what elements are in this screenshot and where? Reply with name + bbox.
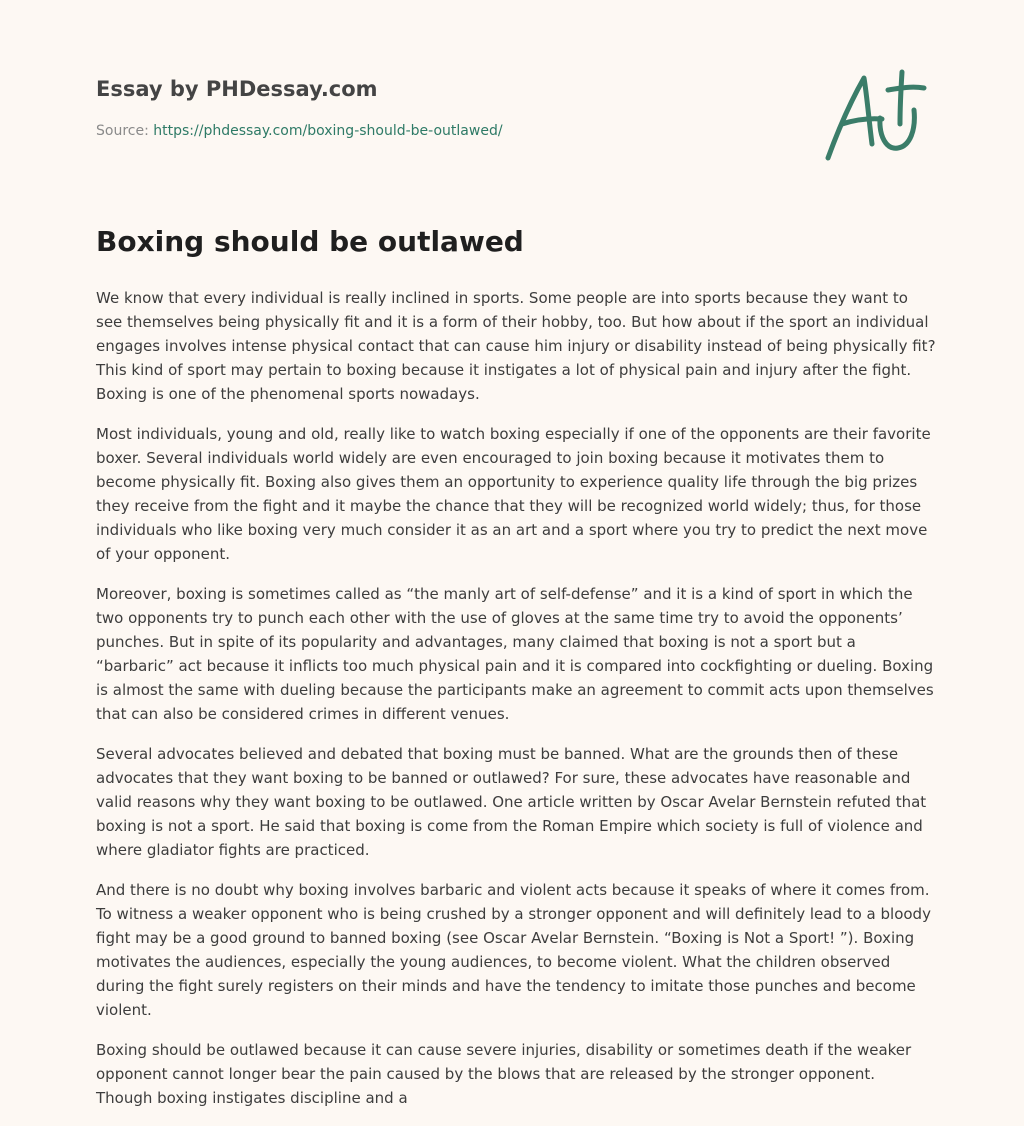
source-link[interactable]: https://phdessay.com/boxing-should-be-outlawed/ (153, 123, 503, 139)
essay-paragraph: Moreover, boxing is sometimes called as “the manly art of self-defense” and it is a kind of sport in which the two opponents try to punch each other with the use of gloves at the same time try to avoid the opponents’ punches. But in spite of its popularity and advantages, many claimed that boxing is not a sport but a “barbaric” act because it inflicts too much physical pain and it is compared into cockfighting or dueling. Boxing is almost the same with dueling because the participants make an agreement to commit acts upon themselves that can also be considered crimes in different venues. (96, 585, 934, 723)
essay-title: Boxing should be outlawed (96, 225, 524, 258)
essay-body (96, 286, 936, 1126)
essay-paragraph: Boxing should be outlawed because it can cause severe injuries, disability or sometimes death if the weaker opponent cannot longer bear the pain caused by the blows that are released by the stronger opponent. Though boxing instigates discipline and a (96, 1041, 912, 1107)
essay-paragraph: We know that every individual is really inclined in sports. Some people are into sports because they want to see themselves being physically fit and it is a form of their hobby, too. But how about if the sport an individual engages involves intense physical contact that can cause him injury or disability instead of being physically fit? This kind of sport may pertain to boxing because it instigates a lot of physical pain and injury after the fight. Boxing is one of the phenomenal sports nowadays. (96, 289, 936, 403)
source-label: Source: (96, 123, 154, 139)
site-brand: Essay by PHDessay.com (96, 77, 378, 101)
essay-paragraph: Several advocates believed and debated that boxing must be banned. What are the grounds then of these advocates that they want boxing to be banned or outlawed? For sure, these advocates have reasonable and valid reasons why they want boxing to be outlawed. One article written by Oscar Avelar Bernstein refuted that boxing is not a sport. He said that boxing is come from the Roman Empire which society is full of violence and where gladiator fights are practiced. (96, 745, 927, 859)
a-plus-grade-icon (824, 66, 928, 166)
essay-paragraph: Most individuals, young and old, really like to watch boxing especially if one of the opponents are their favorite boxer. Several individuals world widely are even encouraged to join boxing because it motivates them to become physically fit. Boxing also gives them an opportunity to experience quality life through the big prizes they receive from the fight and it maybe the chance that they will be recognized world widely; thus, for those individuals who like boxing very much consider it as an art and a sport where you try to predict the next move of your opponent. (96, 425, 931, 563)
source-line (96, 123, 503, 139)
essay-paragraph: And there is no doubt why boxing involves barbaric and violent acts because it speaks of where it comes from. To witness a weaker opponent who is being crushed by a stronger opponent and will definitely lead to a bloody fight may be a good ground to banned boxing (see Oscar Avelar Bernstein. “Boxing is Not a Sport! ”). Boxing motivates the audiences, especially the young audiences, to become violent. What the children observed during the fight surely registers on their minds and have the tendency to imitate those punches and become violent. (96, 881, 931, 1019)
